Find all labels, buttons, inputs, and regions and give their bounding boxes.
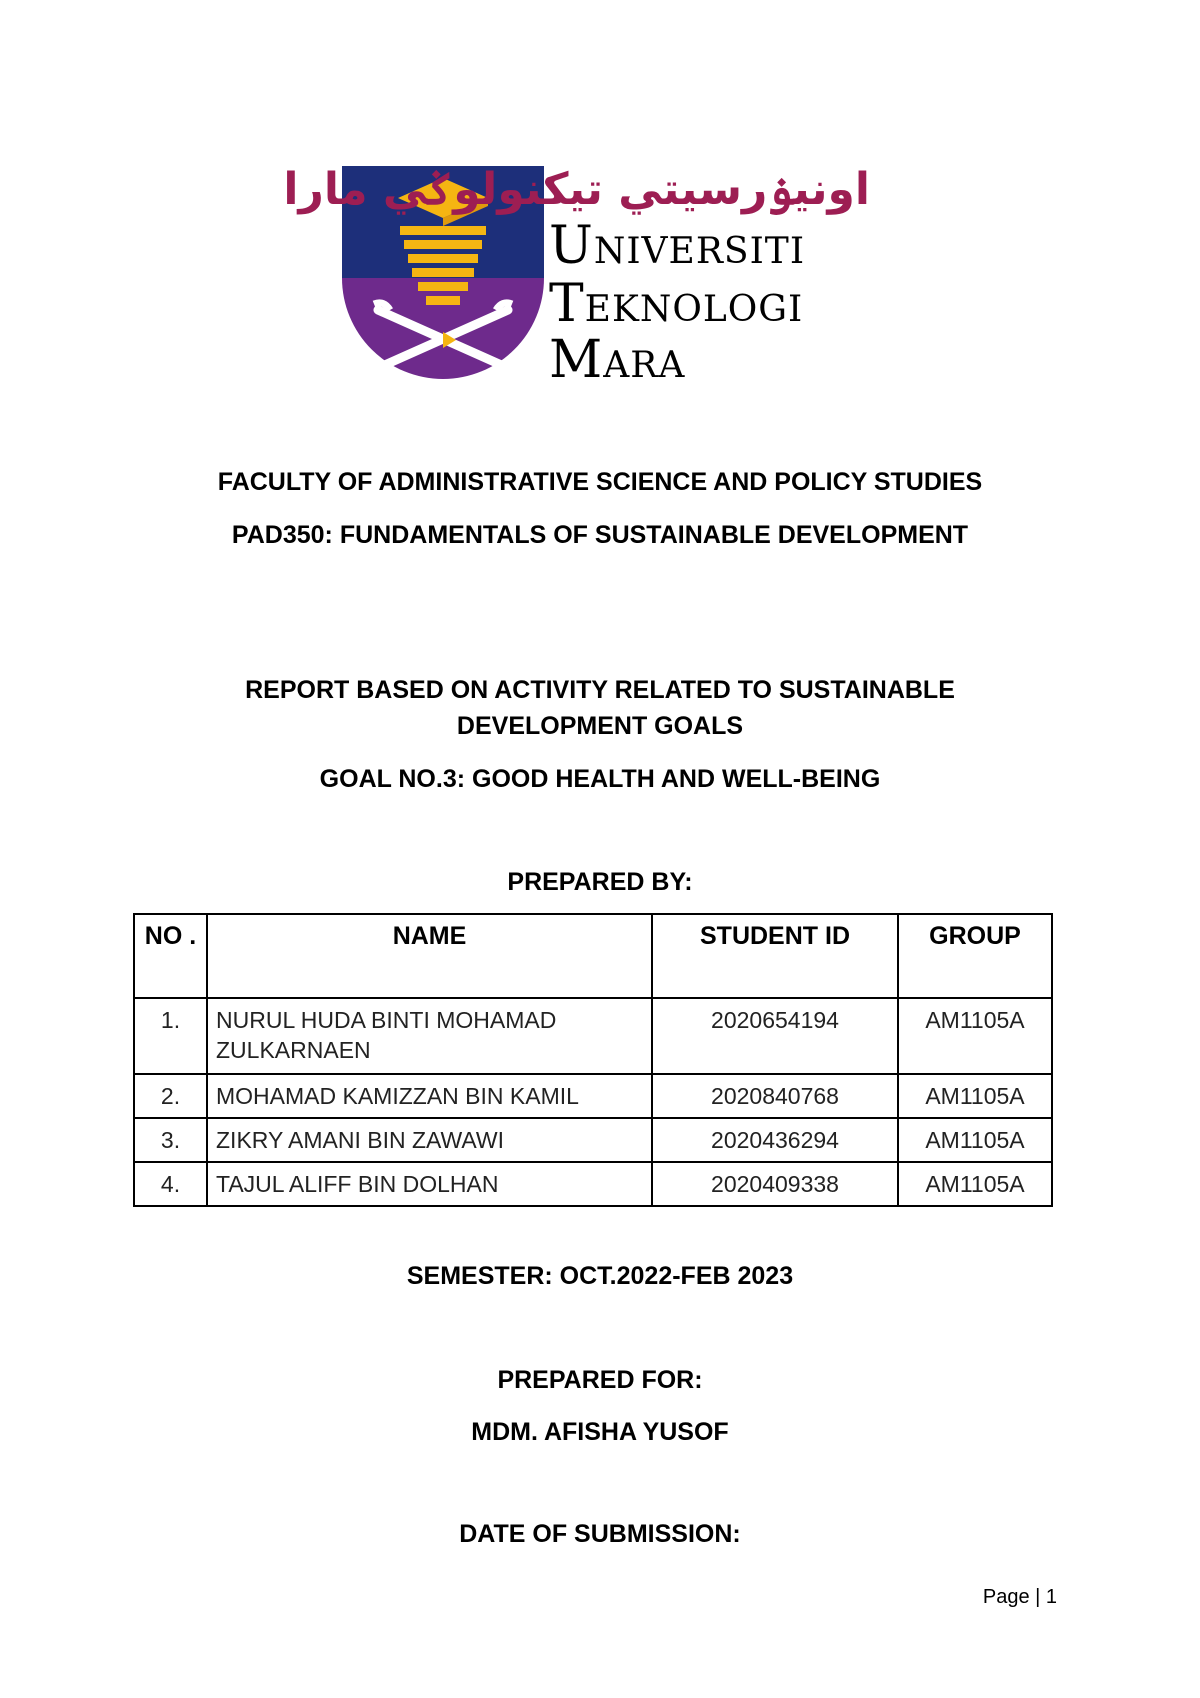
course-title: PAD350: FUNDAMENTALS OF SUSTAINABLE DEVELOPMENT bbox=[231, 521, 969, 549]
logo-word-universiti: Universiti bbox=[549, 216, 806, 276]
cell-group: AM1105A bbox=[898, 1118, 1052, 1162]
header-no: NO . bbox=[134, 914, 207, 998]
report-title-line-2: DEVELOPMENT GOALS bbox=[456, 712, 744, 740]
header-group: GROUP bbox=[898, 914, 1052, 998]
cell-group: AM1105A bbox=[898, 998, 1052, 1074]
cell-name: ZIKRY AMANI BIN ZAWAWI bbox=[207, 1118, 652, 1162]
cell-no: 1. bbox=[134, 998, 207, 1074]
cell-group: AM1105A bbox=[898, 1162, 1052, 1206]
semester-label: SEMESTER: OCT.2022-FEB 2023 bbox=[406, 1262, 794, 1290]
logo-word-teknologi: Teknologi bbox=[549, 274, 804, 334]
cell-student-id: 2020654194 bbox=[652, 998, 898, 1074]
prepared-for-name: MDM. AFISHA YUSOF bbox=[471, 1418, 729, 1446]
cell-no: 4. bbox=[134, 1162, 207, 1206]
university-logo bbox=[283, 160, 878, 392]
faculty-title: FACULTY OF ADMINISTRATIVE SCIENCE AND POLICY STUDIES bbox=[217, 468, 983, 496]
cell-name: NURUL HUDA BINTI MOHAMAD ZULKARNAEN bbox=[207, 998, 652, 1074]
table-row bbox=[134, 998, 1052, 1074]
jawi-wordmark: اونيۏرسيتي تيكنولوݢي مارا bbox=[283, 164, 870, 215]
cell-student-id: 2020409338 bbox=[652, 1162, 898, 1206]
prepared-for-label: PREPARED FOR: bbox=[497, 1366, 703, 1394]
cell-name: TAJUL ALIFF BIN DOLHAN bbox=[207, 1162, 652, 1206]
date-of-submission-label: DATE OF SUBMISSION: bbox=[459, 1520, 741, 1548]
header-student-id: STUDENT ID bbox=[652, 914, 898, 998]
prepared-by-label: PREPARED BY: bbox=[507, 868, 693, 896]
report-title-line-1: REPORT BASED ON ACTIVITY RELATED TO SUSTAINABLE bbox=[245, 676, 955, 704]
cell-student-id: 2020840768 bbox=[652, 1074, 898, 1118]
cell-no: 3. bbox=[134, 1118, 207, 1162]
cell-name: MOHAMAD KAMIZZAN BIN KAMIL bbox=[207, 1074, 652, 1118]
table-header-row bbox=[134, 914, 1052, 998]
goal-title: GOAL NO.3: GOOD HEALTH AND WELL-BEING bbox=[319, 765, 881, 793]
table-row bbox=[134, 1074, 1052, 1118]
table-row bbox=[134, 1118, 1052, 1162]
page-number: Page | 1 bbox=[982, 1586, 1057, 1608]
cell-student-id: 2020436294 bbox=[652, 1118, 898, 1162]
logo-word-mara: Mara bbox=[549, 330, 686, 390]
cell-no: 2. bbox=[134, 1074, 207, 1118]
cell-group: AM1105A bbox=[898, 1074, 1052, 1118]
table-row bbox=[134, 1162, 1052, 1206]
header-name: NAME bbox=[207, 914, 652, 998]
members-table bbox=[133, 913, 1053, 1207]
